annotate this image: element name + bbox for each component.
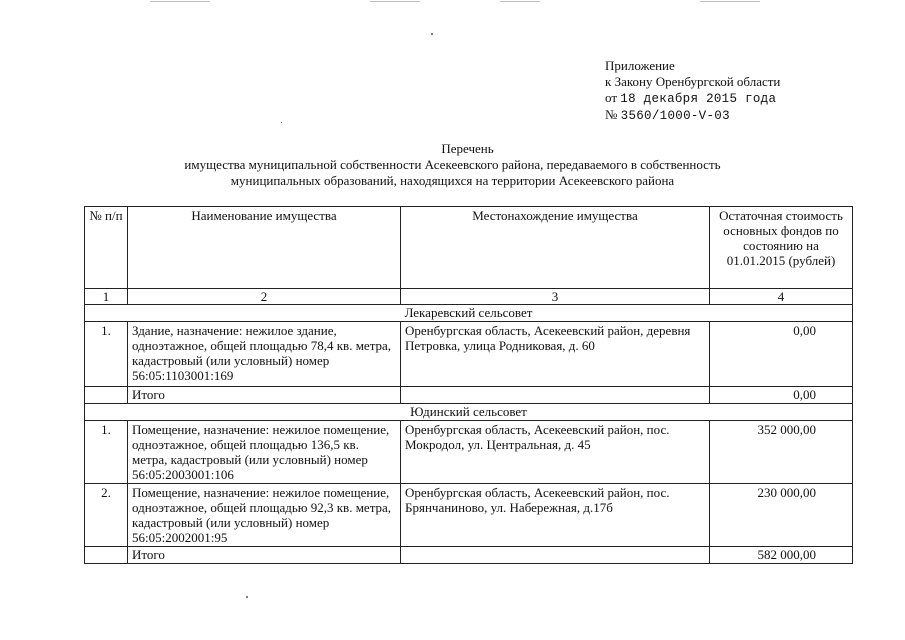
appendix-date (605, 90, 780, 107)
row-num: 1. (85, 421, 128, 484)
row-property-name: Помещение, назначение: нежилое помещение, одноэтажное, общей площадью 92,3 кв. метра, кадастровый (или условный) номер 56:05:2002001:95 (128, 484, 401, 547)
row-location: Оренбургская область, Асекеевский район, пос. Мокродол, ул. Центральная, д. 45 (401, 421, 710, 484)
scan-artifact (370, 1, 420, 2)
column-number: 1 (85, 289, 128, 305)
date-value: 18 декабря 2015 года (620, 92, 777, 106)
row-num: 2. (85, 484, 128, 547)
row-value: 352 000,00 (710, 421, 853, 484)
row-property-name: Здание, назначение: нежилое здание, одноэтажное, общей площадью 78,4 кв. метра, кадастровый (или условный) номер 56:05:1103001:169 (128, 322, 401, 387)
column-number: 2 (128, 289, 401, 305)
scan-artifact (150, 1, 210, 2)
table-row (85, 322, 853, 387)
total-label: Итого (128, 547, 401, 564)
column-number-row (85, 289, 853, 305)
total-value: 0,00 (710, 387, 853, 404)
table-row (85, 484, 853, 547)
column-number: 3 (401, 289, 710, 305)
title-line-1: Перечень (441, 141, 494, 156)
table-header-row (85, 207, 853, 289)
appendix-title: Приложение (605, 58, 675, 73)
scan-speck (281, 122, 282, 123)
total-row (85, 547, 853, 564)
number-value: 3560/1000-V-03 (620, 109, 730, 123)
total-value: 582 000,00 (710, 547, 853, 564)
header-location: Местонахождение имущества (401, 207, 710, 289)
section-row (85, 404, 853, 421)
document-title (100, 141, 805, 189)
total-label: Итого (128, 387, 401, 404)
appendix-block (605, 58, 780, 124)
scan-artifact (700, 1, 760, 2)
title-line-2: имущества муниципальной собственности Асекеевского района, передаваемого в собственность (184, 157, 721, 172)
row-value: 230 000,00 (710, 484, 853, 547)
appendix-number (605, 107, 780, 124)
header-value: Остаточная стоимость основных фондов по состоянию на 01.01.2015 (рублей) (710, 207, 853, 289)
title-line-3: муниципальных образований, находящихся на территории Асекеевского района (230, 173, 675, 188)
row-num: 1. (85, 322, 128, 387)
header-num: № п/п (85, 207, 128, 289)
row-property-name: Помещение, назначение: нежилое помещение, одноэтажное, общей площадью 136,5 кв. метра, кадастровый (или условный) номер 56:05:2003001:106 (128, 421, 401, 484)
section-title: Юдинский сельсовет (85, 404, 853, 421)
scan-speck (431, 33, 433, 35)
total-row (85, 387, 853, 404)
row-location: Оренбургская область, Асекеевский район, пос. Брянчаниново, ул. Набережная, д.17б (401, 484, 710, 547)
property-table (84, 206, 853, 564)
section-row (85, 305, 853, 322)
row-value: 0,00 (710, 322, 853, 387)
date-prefix: от (605, 90, 618, 105)
table-row (85, 421, 853, 484)
section-title: Лекаревский сельсовет (85, 305, 853, 322)
scan-artifact (500, 1, 540, 2)
number-prefix: № (605, 107, 618, 122)
appendix-law-reference: к Закону Оренбургской области (605, 74, 781, 89)
header-name: Наименование имущества (128, 207, 401, 289)
scan-speck (246, 596, 248, 598)
row-location: Оренбургская область, Асекеевский район, деревня Петровка, улица Родниковая, д. 60 (401, 322, 710, 387)
column-number: 4 (710, 289, 853, 305)
